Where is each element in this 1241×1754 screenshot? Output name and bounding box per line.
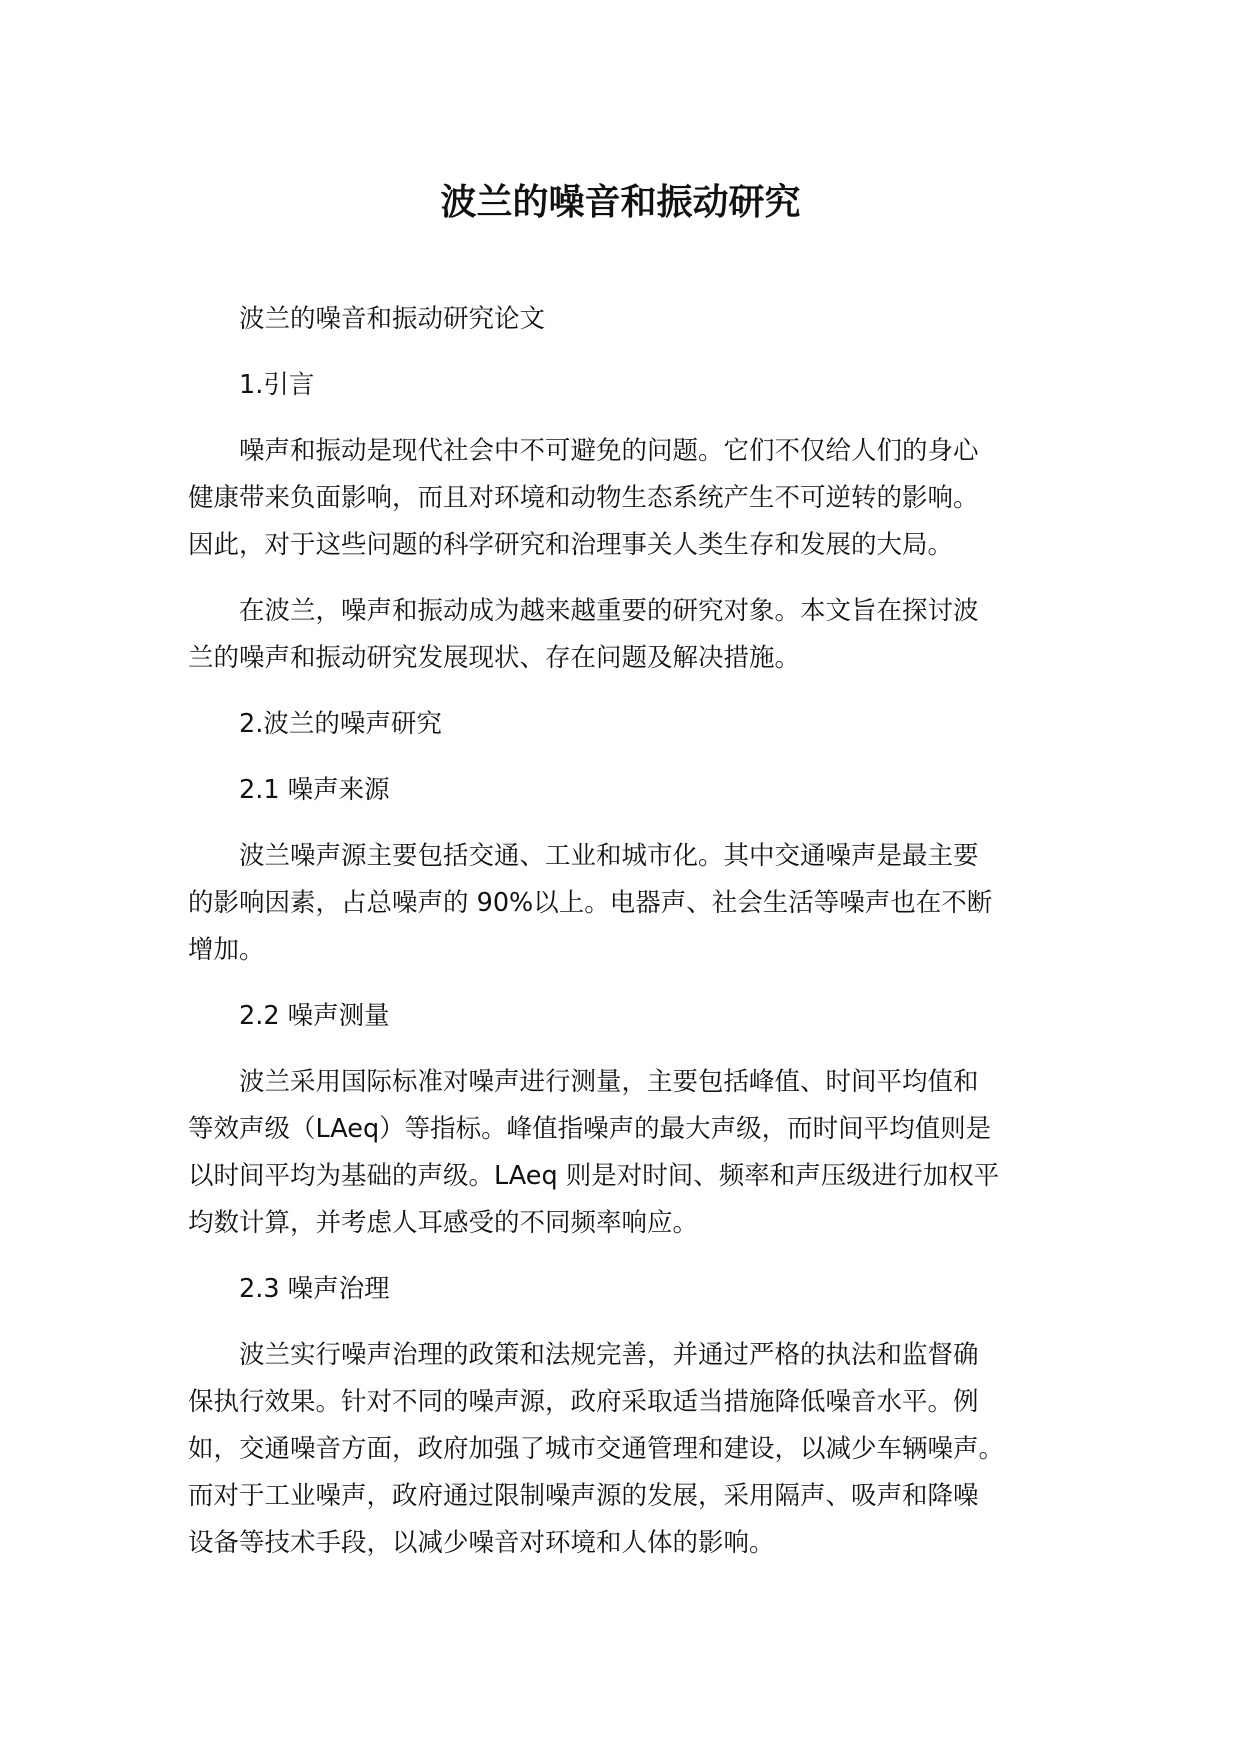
document-body <box>188 296 1088 1567</box>
document-title: 波兰的噪音和振动研究 <box>440 182 801 223</box>
paragraph-control <box>188 1332 1088 1567</box>
text-line: 增加。 <box>188 935 265 965</box>
text-line: 等效声级（LAeq）等指标。峰值指噪声的最大声级，而时间平均值则是 <box>188 1114 992 1144</box>
paragraph-intro-2 <box>188 588 1088 682</box>
text-line: 均数计算，并考虑人耳感受的不同频率响应。 <box>188 1208 699 1238</box>
subsection-heading-control: 2.3 噪声治理 <box>239 1274 390 1304</box>
subsection-heading-measurement: 2.2 噪声测量 <box>239 1001 390 1031</box>
text-line: 噪声和振动是现代社会中不可避免的问题。它们不仅给人们的身心 <box>239 436 979 466</box>
text-line: 设备等技术手段，以减少噪音对环境和人体的影响。 <box>188 1528 775 1558</box>
text-line: 波兰采用国际标准对噪声进行测量，主要包括峰值、时间平均值和 <box>239 1067 979 1097</box>
text-line: 兰的噪声和振动研究发展现状、存在问题及解决措施。 <box>188 643 801 673</box>
subsection-heading-sources: 2.1 噪声来源 <box>239 775 390 805</box>
text-line: 如，交通噪音方面，政府加强了城市交通管理和建设，以减少车辆噪声。 <box>188 1434 1005 1464</box>
text-line: 在波兰，噪声和振动成为越来越重要的研究对象。本文旨在探讨波 <box>239 596 979 626</box>
text-line: 以时间平均为基础的声级。LAeq 则是对时间、频率和声压级进行加权平 <box>188 1161 1000 1191</box>
paper-subtitle: 波兰的噪音和振动研究论文 <box>239 304 546 334</box>
paragraph-measurement <box>188 1059 1088 1247</box>
paragraph-sources <box>188 833 1088 974</box>
text-line: 波兰实行噪声治理的政策和法规完善，并通过严格的执法和监督确 <box>239 1340 979 1370</box>
text-line: 的影响因素，占总噪声的 90%以上。电器声、社会生活等噪声也在不断 <box>188 888 993 918</box>
text-line: 波兰噪声源主要包括交通、工业和城市化。其中交通噪声是最主要 <box>239 841 979 871</box>
section-heading-intro: 1.引言 <box>239 370 315 400</box>
section-heading-noise: 2.波兰的噪声研究 <box>239 709 442 739</box>
text-line: 因此，对于这些问题的科学研究和治理事关人类生存和发展的大局。 <box>188 530 954 560</box>
text-line: 而对于工业噪声，政府通过限制噪声源的发展，采用隔声、吸声和降噪 <box>188 1481 979 1511</box>
paragraph-intro-1 <box>188 428 1088 569</box>
text-line: 健康带来负面影响，而且对环境和动物生态系统产生不可逆转的影响。 <box>188 483 979 513</box>
text-line: 保执行效果。针对不同的噪声源，政府采取适当措施降低噪音水平。例 <box>188 1387 979 1417</box>
